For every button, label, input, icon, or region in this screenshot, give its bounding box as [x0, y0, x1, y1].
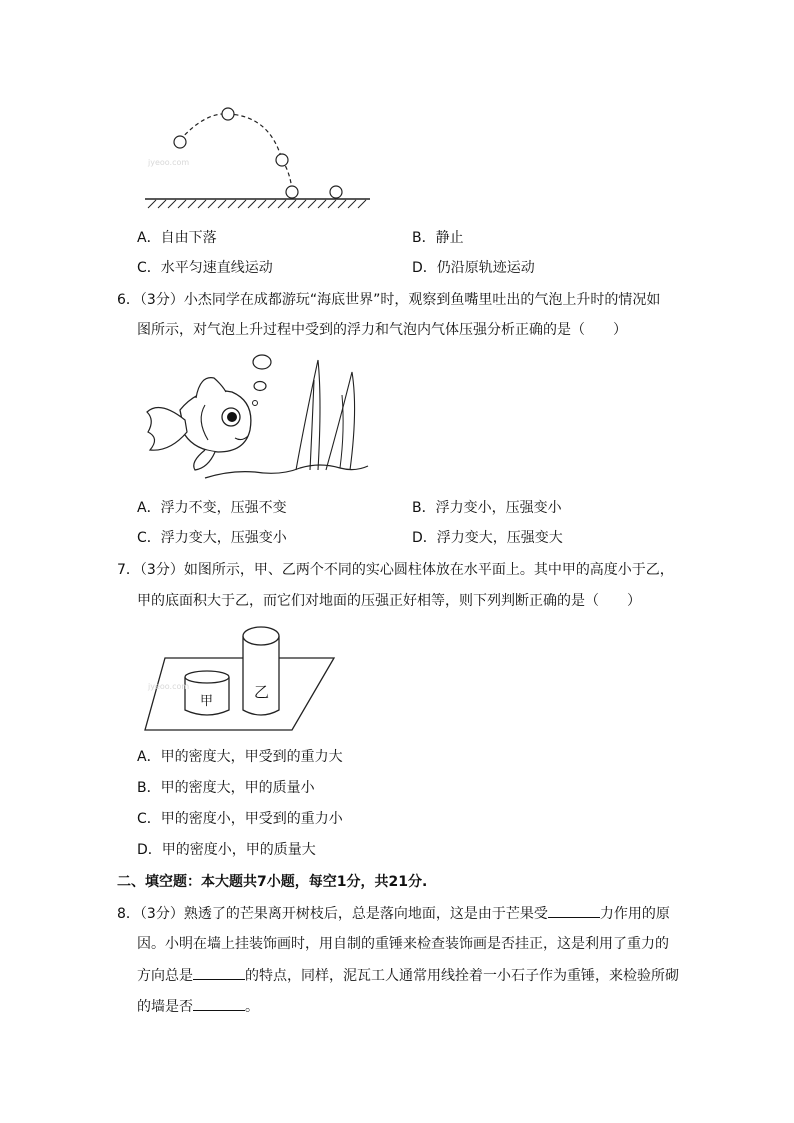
q8-text-4a: 的墙是否: [137, 999, 193, 1015]
q7-stem-line2: 甲的底面积大于乙，而它们对地面的压强正好相等，则下列判断正确的是（ ）: [137, 593, 641, 609]
q8-line2: 因。小明在墙上挂装饰画时，用自制的重锤来检查装饰画是否挂正，这是利用了重力的: [137, 936, 669, 952]
q8-text-3b: 的特点，同样，泥瓦工人通常用线拴着一小石子作为重锤，来检验所砌: [245, 968, 679, 984]
q6-option-b[interactable]: B．浮力变小，压强变小: [412, 500, 562, 516]
answer-blank-2[interactable]: [193, 965, 245, 980]
q7-option-a[interactable]: A．甲的密度大，甲受到的重力大: [137, 749, 343, 765]
q8-text-3a: 方向总是: [137, 968, 193, 984]
answer-blank-1[interactable]: [548, 903, 600, 918]
watermark: jyeoo.com: [148, 158, 190, 167]
q7-option-d[interactable]: D．甲的密度小，甲的质量大: [137, 842, 316, 858]
q6-option-c[interactable]: C．浮力变大，压强变小: [137, 530, 287, 546]
watermark: jyeoo.com: [148, 682, 190, 691]
q8-line4: [137, 996, 259, 1017]
q6-stem-line2: 图所示，对气泡上升过程中受到的浮力和气泡内气体压强分析正确的是（ ）: [137, 322, 627, 338]
q5-option-c[interactable]: C．水平匀速直线运动: [137, 260, 273, 276]
q8-text-1a: 8．（3分）熟透了的芒果离开树枝后，总是落向地面，这是由于芒果受: [117, 906, 548, 922]
q5-option-a[interactable]: A．自由下落: [137, 230, 217, 246]
q7-option-b[interactable]: B．甲的密度大，甲的质量小: [137, 780, 315, 796]
q5-option-d[interactable]: D．仍沿原轨迹运动: [412, 260, 535, 276]
q8-line3: [137, 965, 679, 986]
q8-text-1b: 力作用的原: [599, 906, 670, 922]
q7-stem-line1: 7．（3分）如图所示，甲、乙两个不同的实心圆柱体放在水平面上。其中甲的高度小于乙，: [117, 562, 674, 578]
q6-option-d[interactable]: D．浮力变大，压强变大: [412, 530, 563, 546]
cylinder-jia-label: 甲: [200, 694, 214, 709]
q6-stem-line1: 6．（3分）小杰同学在成都游玩“海底世界”时，观察到鱼嘴里吐出的气泡上升时的情况如: [117, 292, 661, 308]
q8-line1: [117, 903, 670, 924]
section-heading: 二、填空题：本大题共7小题，每空1分，共21分.: [117, 874, 428, 890]
q7-option-c[interactable]: C．甲的密度小，甲受到的重力小: [137, 811, 343, 827]
cylinder-yi-label: 乙: [254, 683, 270, 701]
q8-text-4b: 。: [245, 999, 259, 1015]
q5-option-b[interactable]: B．静止: [412, 230, 464, 246]
answer-blank-3[interactable]: [193, 996, 245, 1011]
q6-option-a[interactable]: A．浮力不变，压强不变: [137, 500, 287, 516]
